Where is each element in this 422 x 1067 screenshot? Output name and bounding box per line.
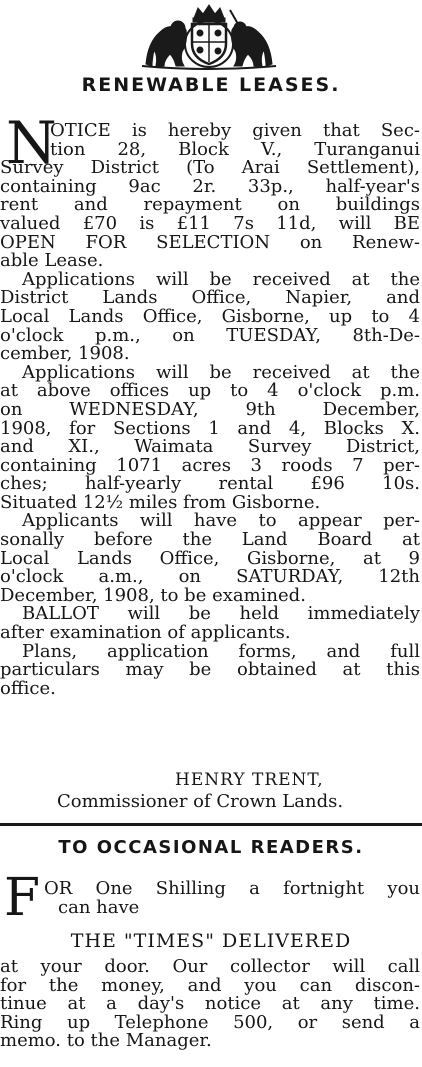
notice-line: District Lands Office, Napier, and xyxy=(0,287,420,309)
notice-line: after examination of applicants. xyxy=(0,622,291,644)
delivery-line: can have xyxy=(58,896,140,918)
notice-line: Plans, application forms, and full xyxy=(22,640,420,662)
drop-cap-n: N xyxy=(6,109,57,177)
notice-line: tion 28, Block V., Turanganui xyxy=(50,138,420,160)
notice-line: able Lease. xyxy=(0,250,104,272)
notice-line: containing 1071 acres 3 roods 7 per- xyxy=(0,454,420,476)
delivery-body xyxy=(0,958,420,1051)
notice-line: and XI., Waimata Survey District, xyxy=(0,436,420,458)
notice-line: Local Lands Office, Gisborne, up to 4 xyxy=(0,305,420,327)
notice-line: rent and repayment on buildings xyxy=(0,194,420,216)
notice-line: December, 1908, to be examined. xyxy=(0,584,306,606)
notice-line: ches; half-yearly rental £96 10s. xyxy=(0,473,420,495)
notice-line: on WEDNESDAY, 9th December, xyxy=(0,398,420,420)
royal-crest-emblem xyxy=(102,2,316,70)
notice-line: o'clock p.m., on TUESDAY, 8th-De- xyxy=(0,324,420,346)
notice-line: OPEN FOR SELECTION on Renew- xyxy=(0,231,420,253)
occasional-readers-heading: TO OCCASIONAL READERS. xyxy=(58,837,364,858)
notice-line: Situated 12½ miles from Gisborne. xyxy=(0,491,321,513)
notice-line: o'clock a.m., on SATURDAY, 12th xyxy=(0,566,420,588)
notice-line: at above offices up to 4 o'clock p.m. xyxy=(0,380,420,402)
delivery-line: OR One Shilling a fortnight you xyxy=(44,878,420,899)
notice-line: BALLOT will be held immediately xyxy=(22,603,420,625)
drop-cap-f: F xyxy=(4,868,41,928)
notice-line: 1908, for Sections 1 and 4, Blocks X. xyxy=(0,417,420,439)
notice-line: OTICE is hereby given that Sec- xyxy=(50,120,420,141)
notice-body xyxy=(0,122,420,698)
notice-line: office. xyxy=(0,677,56,699)
section-divider xyxy=(0,823,422,826)
times-delivered-headline: THE "TIMES" DELIVERED xyxy=(70,930,352,952)
delivery-line: tinue at a day's notice at any time. xyxy=(0,993,420,1015)
signature-name: HENRY TRENT, xyxy=(175,770,324,790)
notice-line: Local Lands Office, Gisborne, at 9 xyxy=(0,547,420,569)
notice-line: Applications will be received at the xyxy=(22,361,420,383)
renewable-leases-heading: RENEWABLE LEASES. xyxy=(81,74,341,96)
delivery-line: memo. to the Manager. xyxy=(0,1030,212,1052)
notice-line: containing 9ac 2r. 33p., half-year's xyxy=(0,175,420,197)
notice-line: sonally before the Land Board at xyxy=(0,529,420,551)
delivery-line: for the money, and you can discon- xyxy=(0,974,420,996)
notice-line: Applications will be received at the xyxy=(22,268,420,290)
notice-line: Survey District (To Arai Settlement), xyxy=(0,157,420,179)
notice-line: Applicants will have to appear per- xyxy=(22,510,420,532)
notice-line: valued £70 is £11 7s 11d, will BE xyxy=(0,212,420,234)
notice-line: particulars may be obtained at this xyxy=(0,659,420,681)
delivery-intro xyxy=(44,880,420,917)
delivery-line: at your door. Our collector will call xyxy=(0,956,420,977)
delivery-line: Ring up Telephone 500, or send a xyxy=(0,1011,420,1033)
notice-line: cember, 1908. xyxy=(0,343,130,365)
signature-title: Commissioner of Crown Lands. xyxy=(57,791,344,812)
